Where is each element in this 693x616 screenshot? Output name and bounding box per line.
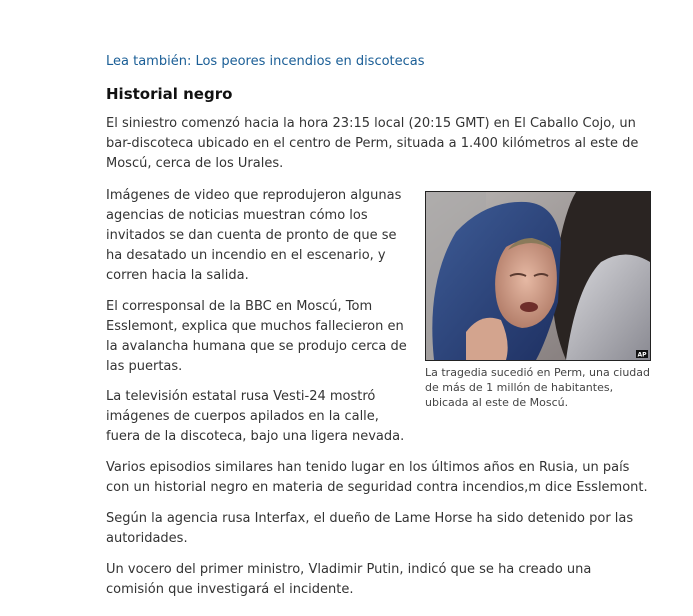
photo-figure: [425, 191, 651, 410]
paragraph-5: Varios episodios similares han tenido lugar en los últimos años en Rusia, un país con un historial negro en materia de seguridad contra incendios,m dice Esslemont.: [106, 460, 648, 495]
photo-credit: AP: [637, 351, 647, 359]
section-heading: Historial negro: [106, 85, 233, 103]
paragraph-6: Según la agencia rusa Interfax, el dueño de Lame Horse ha sido detenido por las autoridades.: [106, 511, 634, 546]
paragraph-3: El corresponsal de la BBC en Moscú, Tom Esslemont, explica que muchos fallecieron en la avalancha humana que se produjo cerca de las puertas.: [106, 299, 407, 374]
paragraph-1: El siniestro comenzó hacia la hora 23:15 local (20:15 GMT) en El Caballo Cojo, un bar-discoteca ubicado en el centro de Perm, situada a 1.400 kilómetros al este de Moscú, cerca de los Urales.: [106, 116, 639, 171]
paragraph-7: Un vocero del primer ministro, Vladimir Putin, indicó que se ha creado una comisión que investigará el incidente.: [106, 562, 592, 597]
paragraph-4: La televisión estatal rusa Vesti-24 mostró imágenes de cuerpos apilados en la calle, fuera de la discoteca, bajo una ligera nevada.: [106, 389, 405, 444]
paragraph-2: Imágenes de video que reprodujeron algunas agencias de noticias muestran cómo los invitados se dan cuenta de pronto de que se ha desatado un incendio en el escenario, y corren hacia la salida.: [106, 188, 402, 283]
photo-caption: La tragedia sucedió en Perm, una ciudad de más de 1 millón de habitantes, ubicada al este de Moscú.: [425, 366, 650, 409]
related-link-worst-fires[interactable]: Lea también: Los peores incendios en discotecas: [106, 54, 425, 69]
news-photo-grieving-woman: [425, 191, 651, 361]
